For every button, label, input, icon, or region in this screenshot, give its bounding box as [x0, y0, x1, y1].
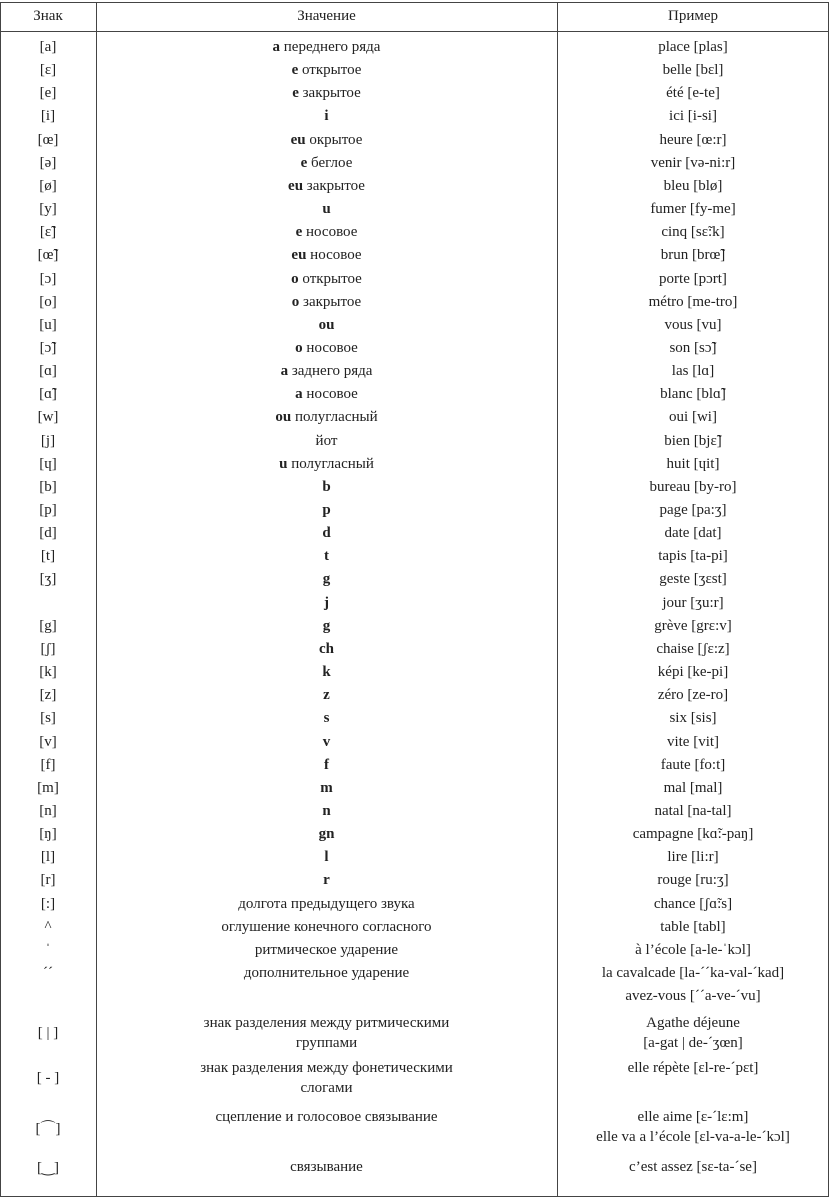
example-cell: belle [bεl]	[662, 62, 724, 79]
meaning-cell	[96, 661, 557, 684]
meaning-cell	[96, 430, 557, 453]
letter-spelling: v	[322, 733, 331, 750]
sign-cell: ^	[44, 918, 52, 935]
sign-cell: [⌒]	[35, 1120, 61, 1137]
meaning-cell	[96, 846, 557, 869]
letter-spelling: ch	[319, 640, 334, 657]
meaning-cell	[96, 59, 557, 82]
table-row	[0, 129, 829, 152]
meaning-cell	[96, 777, 557, 800]
example-cell: huit [ɥit]	[666, 455, 720, 472]
letter-spelling: s	[323, 710, 330, 727]
example-cell: jour [ʒu:r]	[662, 594, 724, 611]
table-row	[0, 638, 829, 661]
example-cell: faute [fo:t]	[660, 756, 726, 773]
example-line: c’est assez [sε-ta-ˊse]	[629, 1159, 757, 1176]
meaning-cell	[96, 82, 557, 105]
meaning-cell	[96, 707, 557, 730]
meaning-cell	[96, 152, 557, 175]
meaning-line: знак разделения между ритмическими	[203, 1015, 450, 1032]
sign-cell: ˊˊ	[43, 965, 53, 981]
meaning-cell	[96, 939, 557, 962]
meaning-text: закрытое	[298, 85, 361, 102]
letter-spelling: a	[295, 386, 303, 403]
table-row	[0, 661, 829, 684]
sign-cell: [œ̃]	[37, 247, 59, 264]
meaning-text: открытое	[298, 270, 362, 287]
example-line: elle répète [εl-re-ˊpεt]	[627, 1060, 759, 1077]
letter-spelling: t	[324, 548, 329, 565]
sign-cell: [:]	[40, 895, 56, 912]
meaning-cell	[96, 221, 557, 244]
example-cell: métro [me-tro]	[648, 293, 738, 310]
table-row	[0, 175, 829, 198]
letter-spelling: u	[279, 455, 288, 472]
header-divider	[0, 31, 829, 32]
meaning-text: закрытое	[299, 293, 362, 310]
sign-cell: [s]	[40, 710, 56, 727]
table-row	[0, 221, 829, 244]
meaning-cell	[96, 800, 557, 823]
meaning-text: носовое	[306, 247, 362, 264]
letter-spelling: g	[322, 571, 331, 588]
example-cell: zéro [ze-ro]	[657, 687, 729, 704]
letter-spelling: gn	[318, 826, 335, 843]
meaning-cell	[96, 592, 557, 615]
sign-cell: [j]	[40, 432, 56, 449]
sign-cell: [a]	[39, 39, 57, 55]
letter-spelling: r	[323, 872, 330, 889]
meaning-text: полугласный	[287, 455, 374, 472]
example-cell: brun [brœ̃]	[660, 247, 726, 264]
sign-cell: [z]	[39, 687, 57, 704]
table-row	[0, 592, 829, 615]
meaning-text: закрытое	[303, 177, 365, 194]
table-row	[0, 545, 829, 568]
example-cell: blanc [blɑ̃]	[660, 386, 726, 403]
example-cell	[557, 1010, 829, 1056]
sign-cell: [ɑ]	[39, 363, 57, 380]
example-cell: avez-vous [ˊˊa-ve-ˊvu]	[625, 988, 761, 1005]
meaning-cell	[96, 291, 557, 314]
sign-cell: [ŋ]	[39, 826, 57, 843]
table-row	[0, 777, 829, 800]
meaning-cell	[96, 175, 557, 198]
table-row	[0, 476, 829, 499]
letter-spelling: eu	[291, 247, 307, 264]
meaning-text: ритмическое ударение	[254, 941, 399, 958]
meaning-cell	[96, 453, 557, 476]
letter-spelling: e	[291, 62, 299, 79]
letter-spelling: m	[320, 779, 333, 796]
example-cell: lire [li:r]	[667, 849, 719, 866]
meaning-text: переднего ряда	[280, 39, 381, 55]
meaning-line	[325, 1127, 329, 1147]
letter-spelling: b	[322, 478, 331, 495]
example-cell: cinq [sɛ̃:k]	[661, 224, 725, 241]
meaning-cell	[96, 383, 557, 406]
sign-cell: [m]	[37, 779, 59, 796]
table-row	[0, 82, 829, 105]
table-row	[0, 893, 829, 916]
meaning-cell	[96, 360, 557, 383]
sign-cell: [n]	[39, 802, 57, 819]
example-cell: son [sɔ̃]	[669, 339, 717, 356]
meaning-cell	[96, 638, 557, 661]
table-row	[0, 1100, 829, 1154]
sign-cell: [œ]	[37, 131, 59, 148]
sign-cell: [r]	[40, 872, 56, 889]
letter-spelling: l	[324, 849, 329, 866]
meaning-text: открытое	[298, 62, 362, 79]
sign-cell: [g]	[39, 617, 57, 634]
sign-cell: [y]	[39, 201, 57, 218]
meaning-cell	[96, 893, 557, 916]
letter-spelling: u	[322, 201, 331, 218]
meaning-cell	[96, 198, 557, 221]
table-row	[0, 939, 829, 962]
meaning-cell	[96, 684, 557, 707]
sign-cell: [ʒ]	[39, 571, 57, 588]
letter-spelling: ou	[318, 316, 335, 333]
letter-spelling: e	[295, 224, 303, 241]
meaning-cell	[96, 731, 557, 754]
letter-spelling: j	[324, 594, 329, 611]
example-cell: six [sis]	[669, 710, 717, 727]
sign-cell: [‿]	[36, 1159, 60, 1176]
table-row	[0, 314, 829, 337]
letter-spelling: ou	[275, 409, 292, 426]
example-cell: rouge [ru:ʒ]	[657, 872, 729, 889]
meaning-line: сцепление и голосовое связывание	[215, 1109, 438, 1126]
meaning-text: дополнительное ударение	[243, 965, 410, 981]
example-line: elle aime [ε-ˊlε:m]	[637, 1109, 749, 1126]
example-cell: vous [vu]	[664, 316, 722, 333]
example-cell: porte [pɔrt]	[659, 270, 727, 287]
meaning-cell	[96, 314, 557, 337]
table-row	[0, 499, 829, 522]
table-row	[0, 105, 829, 128]
table-row	[0, 360, 829, 383]
letter-spelling: n	[322, 802, 331, 819]
letter-spelling: eu	[290, 131, 306, 148]
example-line: elle va a l’école [εl-va-a-le-ˊkɔl]	[596, 1129, 790, 1146]
table-row	[0, 1056, 829, 1100]
meaning-cell	[96, 337, 557, 360]
table-row	[0, 684, 829, 707]
example-cell	[557, 1154, 829, 1180]
meaning-text: носовое	[302, 339, 358, 356]
letter-spelling: a	[272, 39, 281, 55]
meaning-cell	[96, 1056, 557, 1100]
meaning-line: связывание	[290, 1159, 363, 1176]
letter-spelling: d	[322, 525, 331, 542]
meaning-cell	[96, 499, 557, 522]
example-cell: bleu [blø]	[663, 177, 723, 194]
table-row	[0, 453, 829, 476]
table-row	[0, 268, 829, 291]
sign-cell: [l]	[40, 849, 56, 866]
letter-spelling: e	[300, 154, 308, 171]
example-line: [a-gat | de-ˊʒœn]	[643, 1035, 743, 1052]
example-cell: campagne [kɑ̃:-paŋ]	[632, 826, 754, 843]
sign-cell: [ʃ]	[40, 640, 56, 657]
header-example: Пример	[667, 7, 718, 24]
table-row	[0, 615, 829, 638]
table-row	[0, 731, 829, 754]
sign-cell: [ɑ̃]	[39, 386, 57, 403]
meaning-cell	[96, 1100, 557, 1154]
sign-cell: [ø]	[39, 177, 57, 194]
sign-cell: [ɔ̃]	[39, 339, 57, 356]
example-cell: mal [mal]	[663, 779, 723, 796]
table-row	[0, 707, 829, 730]
meaning-cell	[96, 1154, 557, 1180]
table-row	[0, 36, 829, 59]
letter-spelling: z	[323, 687, 330, 704]
table-row	[0, 198, 829, 221]
sign-cell	[0, 592, 96, 615]
example-cell: bien [bjɛ̃]	[664, 432, 722, 449]
sign-cell: [ɔ]	[39, 270, 57, 287]
table-row	[0, 846, 829, 869]
example-cell: natal [na-tal]	[654, 802, 732, 819]
sign-cell: [v]	[39, 733, 57, 750]
sign-cell: [k]	[39, 664, 57, 681]
table-row	[0, 754, 829, 777]
meaning-cell	[96, 568, 557, 591]
table-row	[0, 916, 829, 939]
letter-spelling: i	[324, 108, 329, 125]
meaning-cell	[96, 916, 557, 939]
meaning-text: заднего ряда	[288, 363, 373, 380]
example-cell: fumer [fy-me]	[650, 201, 736, 218]
sign-cell: [i]	[40, 108, 56, 125]
sign-cell: [ɥ]	[39, 455, 57, 472]
sign-cell: [t]	[40, 548, 56, 565]
example-cell: vite [vit]	[666, 733, 720, 750]
bottom-border	[0, 1196, 829, 1197]
meaning-text: окрытое	[305, 131, 363, 148]
sign-cell	[0, 985, 96, 1008]
meaning-text: полугласный	[291, 409, 378, 426]
table-row	[0, 291, 829, 314]
letter-spelling: eu	[288, 177, 304, 194]
example-cell: été [e-te]	[666, 85, 720, 102]
sign-cell: [ə]	[39, 154, 57, 171]
example-cell: chance [ʃɑ̃:s]	[653, 895, 733, 912]
table-row	[0, 962, 829, 985]
meaning-cell	[96, 476, 557, 499]
letter-spelling: p	[322, 502, 331, 518]
meaning-cell	[96, 129, 557, 152]
sign-cell: [u]	[39, 316, 57, 333]
letter-spelling: o	[291, 293, 300, 310]
example-cell: la cavalcade [la-ˊˊka-val-ˊkad]	[601, 965, 785, 981]
table-row	[0, 152, 829, 175]
table-row	[0, 800, 829, 823]
example-cell: place [plas]	[658, 39, 728, 55]
table-row	[0, 568, 829, 591]
example-cell: geste [ʒεst]	[659, 571, 727, 588]
letter-spelling: f	[324, 756, 329, 773]
sign-cell: [p]	[39, 502, 57, 518]
header-meaning: Значение	[297, 7, 356, 24]
example-cell: képi [ke-pi]	[657, 664, 729, 681]
table-row	[0, 406, 829, 429]
sign-cell: [w]	[37, 409, 59, 426]
meaning-cell	[96, 754, 557, 777]
meaning-cell	[96, 105, 557, 128]
header-sign: Знак	[33, 7, 63, 24]
table-row	[0, 430, 829, 453]
table-row	[0, 59, 829, 82]
table-row	[0, 383, 829, 406]
sign-cell: [ε]	[39, 62, 57, 79]
example-cell: grève [grε:v]	[654, 617, 732, 634]
sign-cell: [ - ]	[36, 1069, 60, 1086]
meaning-text: оглушение конечного согласного	[221, 918, 432, 935]
table-row	[0, 985, 829, 1008]
letter-spelling: k	[322, 664, 331, 681]
table-row	[0, 522, 829, 545]
letter-spelling: g	[322, 617, 331, 634]
example-cell: tapis [ta-pi]	[658, 548, 728, 565]
meaning-cell	[96, 244, 557, 267]
letter-spelling: a	[280, 363, 289, 380]
example-cell: ici [i-si]	[669, 108, 717, 125]
meaning-text: носовое	[302, 224, 358, 241]
table-row	[0, 869, 829, 892]
top-border	[0, 2, 829, 3]
table-row	[0, 1154, 829, 1180]
sign-cell: [o]	[39, 293, 57, 310]
meaning-cell	[96, 1010, 557, 1056]
example-line	[691, 1078, 695, 1098]
sign-cell: [ɛ̃]	[39, 224, 57, 241]
sign-cell: [e]	[39, 85, 57, 102]
table-row	[0, 1010, 829, 1056]
table-row	[0, 244, 829, 267]
letter-spelling: o	[291, 270, 299, 287]
example-cell: heure [œ:r]	[659, 131, 727, 148]
meaning-cell	[96, 522, 557, 545]
example-line: Agathe déjeune	[646, 1015, 740, 1032]
meaning-text: долгота предыдущего звука	[238, 895, 415, 912]
example-cell: chaise [ʃε:z]	[656, 640, 730, 657]
meaning-cell	[96, 985, 557, 1008]
example-cell	[557, 1100, 829, 1154]
example-cell: table [tabl]	[660, 918, 726, 935]
example-cell: bureau [by-ro]	[649, 478, 737, 495]
letter-spelling: o	[295, 339, 303, 356]
example-cell: venir [və-ni:r]	[650, 154, 736, 171]
example-cell	[557, 1056, 829, 1100]
meaning-cell	[96, 545, 557, 568]
example-cell: à l’école [a-le-ˈkɔl]	[635, 941, 751, 958]
table-row	[0, 337, 829, 360]
example-cell: oui [wi]	[669, 409, 717, 426]
example-cell: las [lɑ]	[671, 363, 715, 380]
sign-cell: [f]	[40, 756, 56, 773]
meaning-cell	[96, 962, 557, 985]
meaning-text: беглое	[307, 154, 353, 171]
meaning-cell	[96, 406, 557, 429]
table-row	[0, 823, 829, 846]
meaning-cell	[96, 615, 557, 638]
meaning-text: носовое	[302, 386, 358, 403]
meaning-cell	[96, 869, 557, 892]
meaning-cell	[96, 823, 557, 846]
meaning-line: группами	[295, 1035, 358, 1052]
sign-cell: [ | ]	[37, 1024, 59, 1041]
sign-cell: ˈ	[45, 941, 51, 958]
meaning-line: слогами	[300, 1080, 353, 1097]
sign-cell: [b]	[39, 478, 57, 495]
sign-cell: [d]	[39, 525, 57, 542]
meaning-cell	[96, 36, 557, 59]
meaning-cell	[96, 268, 557, 291]
example-cell: date [dat]	[664, 525, 722, 542]
example-cell: page [pa:ʒ]	[659, 502, 727, 518]
meaning-line: знак разделения между фонетическими	[200, 1060, 453, 1077]
meaning-text: йот	[315, 432, 338, 449]
letter-spelling: e	[292, 85, 299, 102]
